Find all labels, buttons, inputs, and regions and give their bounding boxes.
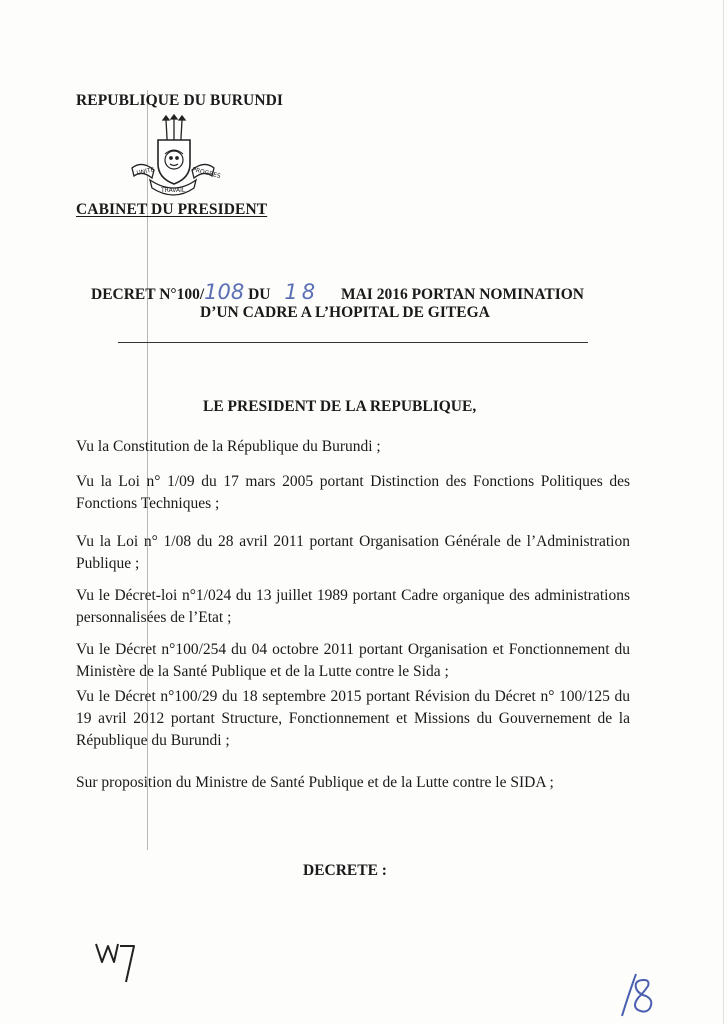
preamble-paragraph: Vu le Décret n°100/254 du 04 octobre 2011 portant Organisation et Fonctionnement du Ministère de la Santé Publique et de la Lutte contre le Sida ;	[76, 641, 630, 680]
decree-prefix: DECRET N°100/	[91, 286, 205, 303]
preamble-paragraph: Vu le Décret-loi n°1/024 du 13 juillet 1989 portant Cadre organique des administrations personnalisées de l’Etat ;	[76, 587, 630, 626]
decree-title-line1	[91, 280, 584, 304]
decree-subject-line2: D’UN CADRE A L’HOPITAL DE GITEGA	[200, 304, 490, 321]
handwritten-decree-number: 108	[204, 280, 245, 304]
title-divider	[118, 342, 588, 343]
decrete-heading: DECRETE :	[303, 862, 387, 879]
handwritten-initials-mark	[92, 934, 142, 990]
decree-du: DU	[248, 286, 271, 303]
preamble-paragraph: Vu la Constitution de la République du Burundi ;	[76, 438, 381, 455]
republic-heading: REPUBLIQUE DU BURUNDI	[76, 92, 284, 109]
preamble-paragraph: Sur proposition du Ministre de Santé Publique et de la Lutte contre le SIDA ;	[76, 774, 554, 791]
scan-edge-line	[723, 0, 724, 1024]
handwritten-day: 18	[284, 280, 320, 304]
motto-right: PROGRES	[191, 166, 222, 180]
cabinet-heading: CABINET DU PRESIDENT	[76, 201, 268, 218]
motto-left: UNITE	[135, 166, 156, 177]
preamble-paragraph: Vu la Loi n° 1/08 du 28 avril 2011 portant Organisation Générale de l’Administration Publique ;	[76, 533, 630, 572]
preamble-paragraph: Vu la Loi n° 1/09 du 17 mars 2005 portant Distinction des Fonctions Politiques des Fonctions Techniques ;	[76, 473, 630, 512]
preamble-paragraph: Vu le Décret n°100/29 du 18 septembre 2015 portant Révision du Décret n° 100/125 du 19 avril 2012 portant Structure, Fonctionnement et Missions du Gouvernement de la République du Burundi ;	[76, 688, 630, 749]
motto-center: TRAVAIL	[161, 187, 186, 194]
decree-date: MAI 2016	[340, 286, 408, 303]
preamble-heading: LE PRESIDENT DE LA REPUBLIQUE,	[203, 398, 477, 415]
coat-of-arms-emblem	[128, 116, 222, 198]
decree-subject-line1: PORTAN NOMINATION	[411, 286, 584, 303]
handwritten-page-mark	[614, 966, 664, 1022]
